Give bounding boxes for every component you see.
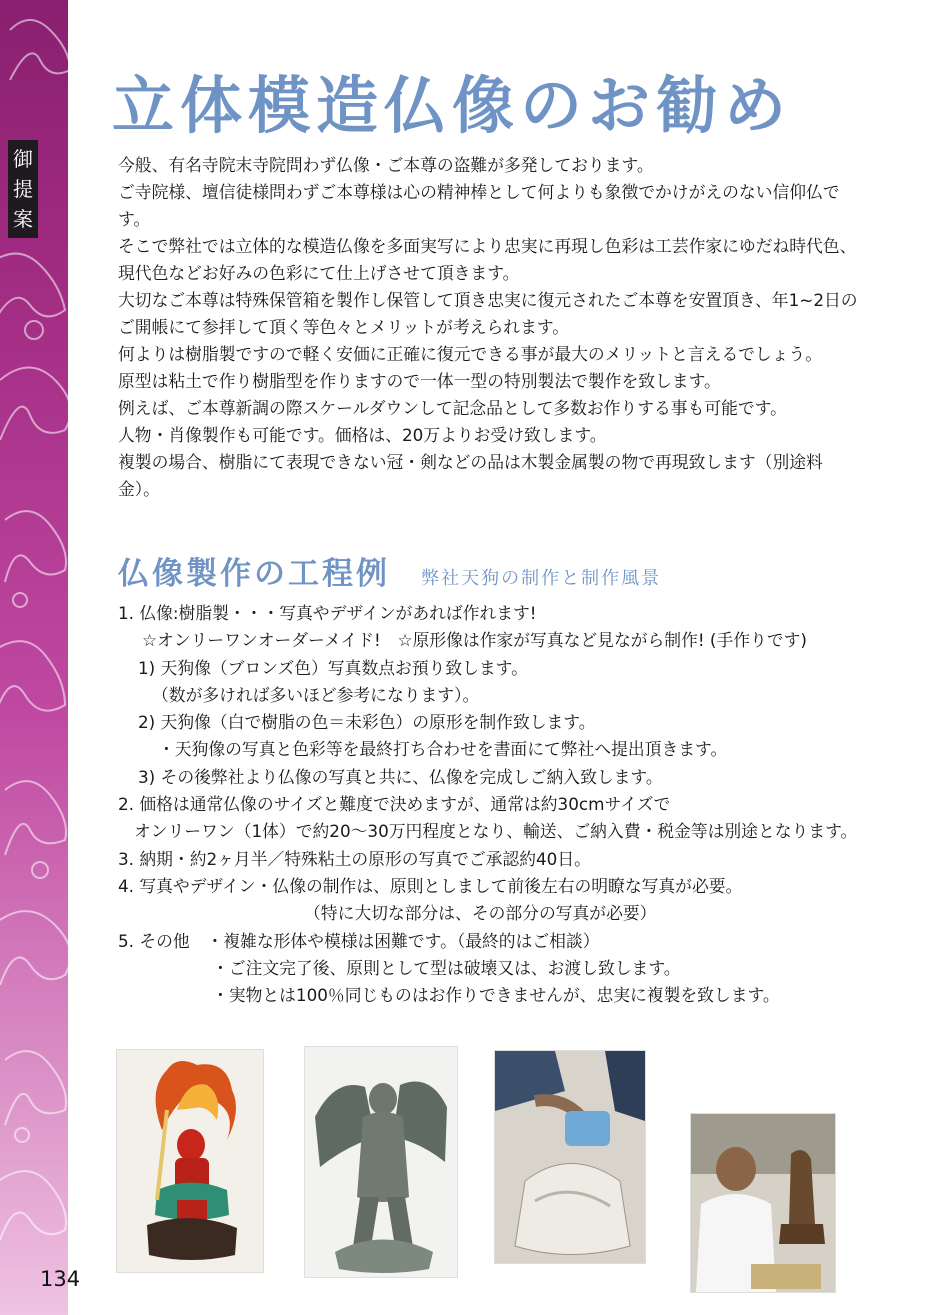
step-line: 1. 仏像:樹脂製・・・写真やデザインがあれば作れます! <box>118 603 537 623</box>
step-line: 5. その他 ・複雑な形体や模様は困難です。（最終的はご相談） <box>118 930 600 951</box>
step-line: 3. 納期・約2ヶ月半／特殊粘土の原形の写真でご承認約40日。 <box>118 848 591 869</box>
process-heading: 仏像製作の工程例 <box>118 556 390 592</box>
section-label-char: 御 <box>13 147 33 171</box>
intro-paragraph: 複製の場合、樹脂にて表現できない冠・剣などの品は木製金属製の物で再現致します（別途料金）。 <box>118 452 823 499</box>
intro-paragraph: 今般、有名寺院末寺院問わず仏像・ご本尊の盗難が多発しております。 <box>118 155 654 175</box>
page-title: 立体模造仏像のお勧め <box>112 69 793 142</box>
step-line: 1) 天狗像（ブロンズ色）写真数点お預り致します。 <box>138 657 528 678</box>
photo-bronze-tengu <box>304 1046 458 1278</box>
photo-painted-tengu <box>116 1049 264 1273</box>
process-subheading: 弊社天狗の制作と制作風景 <box>421 568 662 589</box>
step-line: ☆オンリーワンオーダーメイド! ☆原形像は作家が写真など見ながら制作! (手作りです) <box>142 630 807 651</box>
step-line: （数が多ければ多いほど参考になります）。 <box>152 684 480 705</box>
step-line: 3) その後弊社より仏像の写真と共に、仏像を完成しご納入致します。 <box>138 766 663 787</box>
step-line: ・実物とは100％同じものはお作りできませんが、忠実に複製を致します。 <box>212 985 780 1006</box>
section-label-char: 案 <box>13 207 33 231</box>
intro-paragraph: 例えば、ご本尊新調の際スケールダウンして記念品として多数お作りする事も可能です。 <box>118 398 787 418</box>
intro-paragraph: そこで弊社では立体的な模造仏像を多面実写により忠実に再現し色彩は工芸作家にゆだね時代色、現代色などお好みの色彩にて仕上げさせて頂きます。 <box>118 236 857 283</box>
photo-mold-making <box>494 1050 646 1264</box>
section-label <box>8 140 38 238</box>
intro-paragraph: 何よりは樹脂製ですので軽く安価に正確に復元できる事が最大のメリットと言えるでしょう。 <box>118 344 822 364</box>
step-line: ・天狗像の写真と色彩等を最終打ち合わせを書面にて弊社へ提出頂きます。 <box>158 739 728 760</box>
step-line: 2) 天狗像（白で樹脂の色＝未彩色）の原形を制作致します。 <box>138 712 596 733</box>
intro-paragraph: 人物・肖像製作も可能です。価格は、20万よりお受け致します。 <box>118 425 607 445</box>
process-steps <box>118 600 858 1009</box>
step-line: ・ご注文完了後、原則として型は破壊又は、お渡し致します。 <box>212 957 681 978</box>
photo-artist-painting <box>690 1113 836 1293</box>
step-line: 2. 価格は通常仏像のサイズと難度で決めますが、通常は約30cmサイズで <box>118 794 671 815</box>
section-label-char: 提 <box>13 177 33 201</box>
intro-paragraph: 原型は粘土で作り樹脂型を作りますので一体一型の特別製法で製作を致します。 <box>118 371 721 391</box>
step-line: オンリーワン（1体）で約20～30万円程度となり、輸送、ご納入費・税金等は別途となります。 <box>134 821 858 842</box>
intro-text <box>118 152 858 503</box>
step-line: 4. 写真やデザイン・仏像の制作は、原則としまして前後左右の明瞭な写真が必要。 <box>118 875 743 896</box>
page-number: 134 <box>40 1267 81 1291</box>
process-heading-row <box>118 548 661 593</box>
intro-paragraph: 大切なご本尊は特殊保管箱を製作し保管して頂き忠実に復元されたご本尊を安置頂き、年1~2日のご開帳にて参拝して頂く等色々とメリットが考えられます。 <box>118 290 858 337</box>
decorative-side-band <box>0 0 68 1315</box>
intro-paragraph: ご寺院様、壇信徒様問わずご本尊様は心の精神棒として何よりも象徴でかけがえのない信仰仏です。 <box>118 182 840 229</box>
step-line: （特に大切な部分は、その部分の写真が必要） <box>304 903 657 924</box>
